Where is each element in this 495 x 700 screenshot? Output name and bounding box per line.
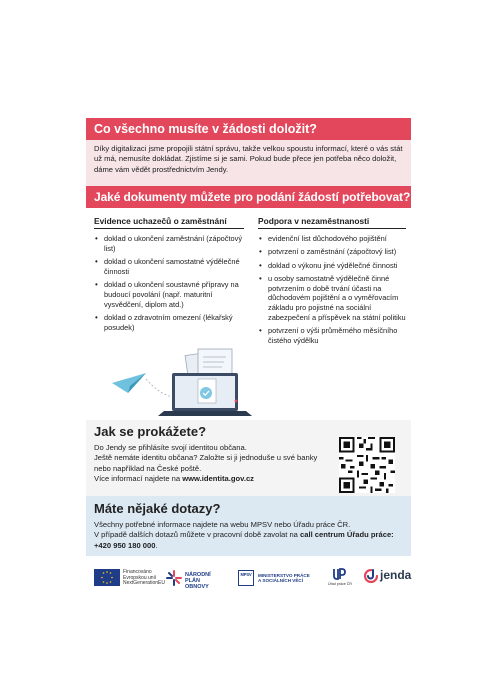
qr-code (339, 437, 395, 493)
right-column-divider (258, 228, 406, 229)
mpsv-line-1: MINISTERSTVO PRÁCE (258, 573, 310, 578)
list-item: • doklad o ukončení soustavné přípravy na budoucí povolání (např. maturitní vysvědčení, diplom atd.) (94, 280, 244, 309)
npo-line-2: PLÁN OBNOVY (185, 578, 209, 591)
section-documents-title: Jaké dokumenty můžete pro podání žádostí potřebovat? (86, 186, 411, 208)
eu-flag-icon (94, 569, 120, 586)
section-what-to-submit-title: Co všechno musíte v žádosti doložit? (86, 118, 411, 140)
left-column-divider (94, 228, 244, 229)
eu-line-1: Financováno (123, 569, 152, 575)
questions-line-2-suffix: . (155, 540, 158, 550)
up-emblem-icon (332, 568, 346, 581)
section-questions-title: Máte nějaké dotazy? (94, 501, 221, 516)
identity-website-link[interactable]: www.identita.gov.cz (182, 474, 254, 484)
section-identity-title: Jak se prokážete? (94, 424, 207, 439)
left-document-list (94, 234, 244, 336)
identity-line-2: Ještě nemáte identitu občana? Založte si ji jednoduše u své banky nebo například na České poště. (94, 453, 318, 473)
identity-line-1: Do Jendy se přihlásíte svojí identitou občana. (94, 443, 247, 452)
identity-line-3-prefix: Více informací najdete na (94, 474, 183, 484)
list-item: • u osoby samostatně výdělečně činné potvrzením o době trvání účasti na důchodovém pojištění a o vyměřovacím základu pro pojistné na sociální zabezpečení a příspěvek na státní politiku (258, 274, 406, 323)
partner-logos (86, 562, 411, 590)
right-column-title: Podpora v nezaměstnanosti (258, 216, 370, 226)
questions-line-2-prefix: V případě dalších dotazů můžete v pracovní době zavolat na (94, 530, 301, 540)
laptop-documents-illustration (106, 343, 266, 423)
eu-line-3: NextGenerationEU (123, 580, 165, 587)
jenda-mark-icon (364, 569, 378, 583)
jenda-wordmark: jenda (380, 568, 412, 582)
list-item: • doklad o výkonu jiné výdělečné činnosti (258, 261, 406, 271)
section-identity-text (94, 443, 324, 485)
npo-line-1: NÁRODNÍ (185, 572, 211, 578)
left-column-title: Evidence uchazečů o zaměstnání (94, 216, 227, 226)
list-item: • evidenční list důchodového pojištění (258, 234, 406, 244)
npo-star-icon (166, 570, 182, 586)
call-centre-phone[interactable]: call centrum Úřadu práce: +420 950 180 000 (94, 530, 394, 550)
list-item: • doklad o zdravotním omezení (lékařský posudek) (94, 313, 244, 333)
list-item: • potvrzení o zaměstnání (zápočtový list) (258, 247, 406, 257)
list-item: • potvrzení o výši průměrného měsíčního čistého výdělku (258, 326, 406, 346)
list-item: • doklad o ukončení zaměstnání (zápočtový list) (94, 234, 244, 254)
eu-line-2: Evropskou unií (123, 574, 157, 581)
section-what-to-submit-text: Díky digitalizaci jsme propojili státní správu, takže velkou spoustu informací, které o vás stát už má, nemusíte dokládat. Zjistíme si je sami. Pokud bude přece jen potřeba něco doložit, dáme vám vědět prostřednictvím Jendy. (94, 144, 403, 174)
right-document-list (258, 234, 406, 349)
mpsv-line-2: A SOCIÁLNÍCH VĚCÍ (258, 578, 304, 584)
up-label: Úřad práce ČR (328, 582, 352, 586)
mpsv-emblem: MPSV (238, 570, 254, 586)
questions-line-1: Všechny potřebné informace najdete na webu MPSV nebo Úřadu práce ČR. (94, 520, 351, 529)
section-questions-text (94, 520, 404, 551)
list-item: • doklad o ukončení samostatné výdělečné činnosti (94, 257, 244, 277)
leaflet (86, 118, 411, 590)
